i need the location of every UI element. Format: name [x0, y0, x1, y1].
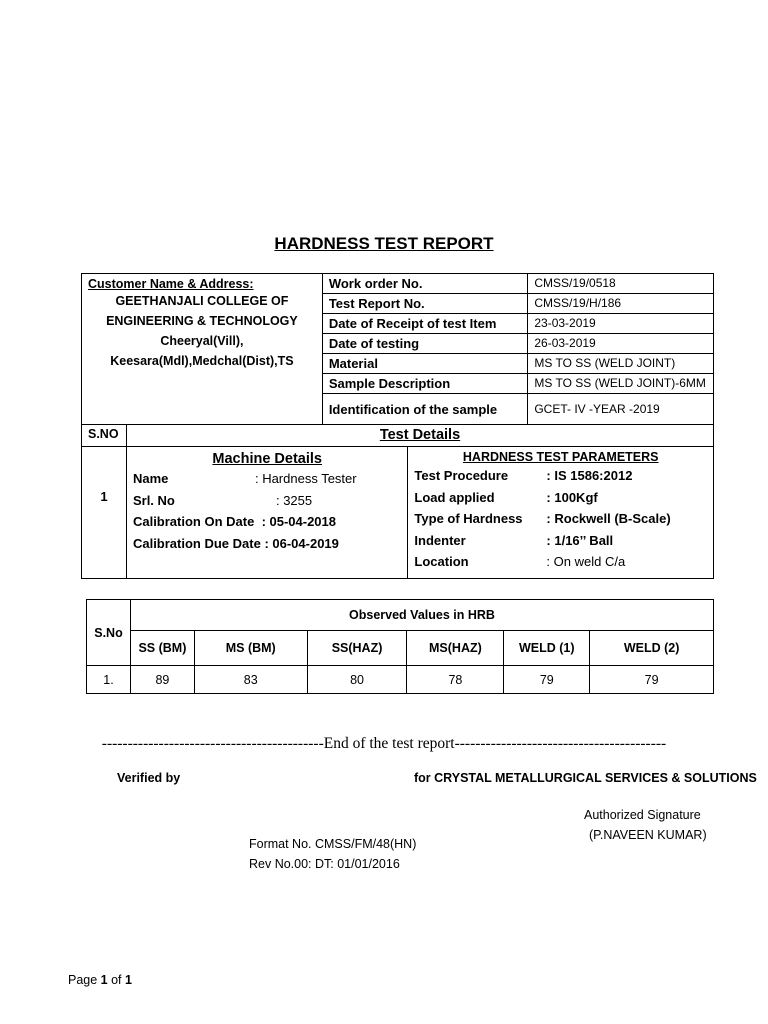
- observed-value: 89: [130, 666, 194, 694]
- observed-sno: 1.: [87, 666, 131, 694]
- parameters-list: [414, 465, 707, 573]
- customer-address: [88, 291, 316, 371]
- param-row: [414, 530, 707, 552]
- param-row: [414, 551, 707, 573]
- customer-line: GEETHANJALI COLLEGE OF: [115, 294, 289, 308]
- machine-value: : 06-04-2019: [264, 535, 339, 551]
- param-value: : On weld C/a: [546, 554, 626, 569]
- param-label: Indenter: [414, 532, 466, 548]
- observed-value: 79: [590, 666, 714, 694]
- machine-details-list: [133, 468, 401, 554]
- observed-column-header: WELD (2): [590, 631, 714, 666]
- machine-row: [133, 468, 401, 490]
- company-name: for CRYSTAL METALLURGICAL SERVICES & SOLUTIONS: [414, 771, 757, 785]
- customer-line: Keesara(Mdl),Medchal(Dist),TS: [110, 354, 294, 368]
- customer-line: ENGINEERING & TECHNOLOGY: [106, 314, 298, 328]
- page-separator: of: [107, 973, 125, 987]
- machine-details-title: Machine Details: [212, 451, 322, 467]
- observed-column-header: SS (BM): [130, 631, 194, 666]
- observed-column-header: MS (BM): [194, 631, 307, 666]
- report-title: HARDNESS TEST REPORT: [274, 234, 494, 253]
- observed-column-header: WELD (1): [504, 631, 590, 666]
- authorized-signature-label: Authorized Signature: [584, 808, 701, 822]
- info-label: Test Report No.: [322, 294, 528, 314]
- machine-row: [133, 511, 401, 533]
- observed-column-header: SS(HAZ): [307, 631, 407, 666]
- info-value: MS TO SS (WELD JOINT)-6MM: [528, 374, 714, 394]
- machine-row: [133, 533, 401, 555]
- info-label: Identification of the sample: [322, 394, 528, 425]
- page-current: 1: [100, 973, 108, 987]
- info-value: 23-03-2019: [528, 314, 714, 334]
- page-total: 1: [125, 973, 132, 987]
- info-label: Work order No.: [322, 274, 528, 294]
- machine-row: [133, 490, 401, 512]
- observed-column-header: MS(HAZ): [407, 631, 504, 666]
- param-value: : IS 1586:2012: [546, 468, 633, 483]
- revision-number: Rev No.00: DT: 01/01/2016: [249, 857, 400, 871]
- customer-cell: [82, 274, 323, 425]
- param-value: : Rockwell (B-Scale): [546, 511, 671, 526]
- details-sno: 1: [82, 447, 127, 579]
- param-row: [414, 487, 707, 509]
- page-prefix: Page: [68, 973, 101, 987]
- info-label: Sample Description: [322, 374, 528, 394]
- signatory-name: (P.NAVEEN KUMAR): [589, 828, 707, 842]
- test-parameters-cell: [408, 447, 714, 579]
- machine-label: Srl. No: [132, 492, 175, 508]
- sno-header: S.NO: [82, 425, 127, 447]
- param-value: : 1/16’’ Ball: [546, 532, 614, 548]
- info-value: 26-03-2019: [528, 334, 714, 354]
- parameters-title: HARDNESS TEST PARAMETERS: [462, 450, 659, 464]
- customer-label: Customer Name & Address:: [88, 277, 254, 291]
- param-label: Location: [414, 554, 469, 569]
- observed-sno-header: S.No: [87, 600, 131, 666]
- info-value: MS TO SS (WELD JOINT): [528, 354, 714, 374]
- format-number: Format No. CMSS/FM/48(HN): [249, 837, 417, 851]
- param-label: Test Procedure: [414, 468, 509, 483]
- info-value: CMSS/19/0518: [528, 274, 714, 294]
- observed-value: 83: [194, 666, 307, 694]
- test-details-header: Test Details: [126, 425, 713, 447]
- machine-label: Calibration On Date: [132, 514, 255, 529]
- observed-title: Observed Values in HRB: [130, 600, 713, 631]
- report-info-table: [81, 273, 714, 425]
- end-of-report-line: -------------------------------------------End of the test report-----------------------------------------: [101, 735, 667, 752]
- observed-value: 80: [307, 666, 407, 694]
- observed-value: 78: [407, 666, 504, 694]
- customer-line: Cheeryal(Vill),: [160, 334, 244, 348]
- machine-label: Calibration Due Date: [132, 535, 261, 551]
- table-row: [87, 666, 714, 694]
- param-row: [414, 465, 707, 487]
- param-label: Load applied: [414, 489, 495, 505]
- machine-value: : Hardness Tester: [254, 471, 357, 486]
- verified-by-label: Verified by: [117, 771, 181, 785]
- param-row: [414, 508, 707, 530]
- info-value: GCET- IV -YEAR -2019: [528, 394, 714, 425]
- observed-value: 79: [504, 666, 590, 694]
- param-value: : 100Kgf: [546, 489, 598, 505]
- info-value: CMSS/19/H/186: [528, 294, 714, 314]
- machine-value: : 05-04-2018: [261, 514, 337, 529]
- param-label: Type of Hardness: [414, 511, 523, 526]
- machine-label: Name: [132, 471, 169, 486]
- page-number: [68, 973, 132, 987]
- machine-value: : 3255: [275, 492, 313, 508]
- observed-values-table: [86, 599, 714, 694]
- info-label: Material: [322, 354, 528, 374]
- info-label: Date of testing: [322, 334, 528, 354]
- info-label: Date of Receipt of test Item: [322, 314, 528, 334]
- test-details-table: [81, 424, 714, 579]
- machine-details-cell: [126, 447, 407, 579]
